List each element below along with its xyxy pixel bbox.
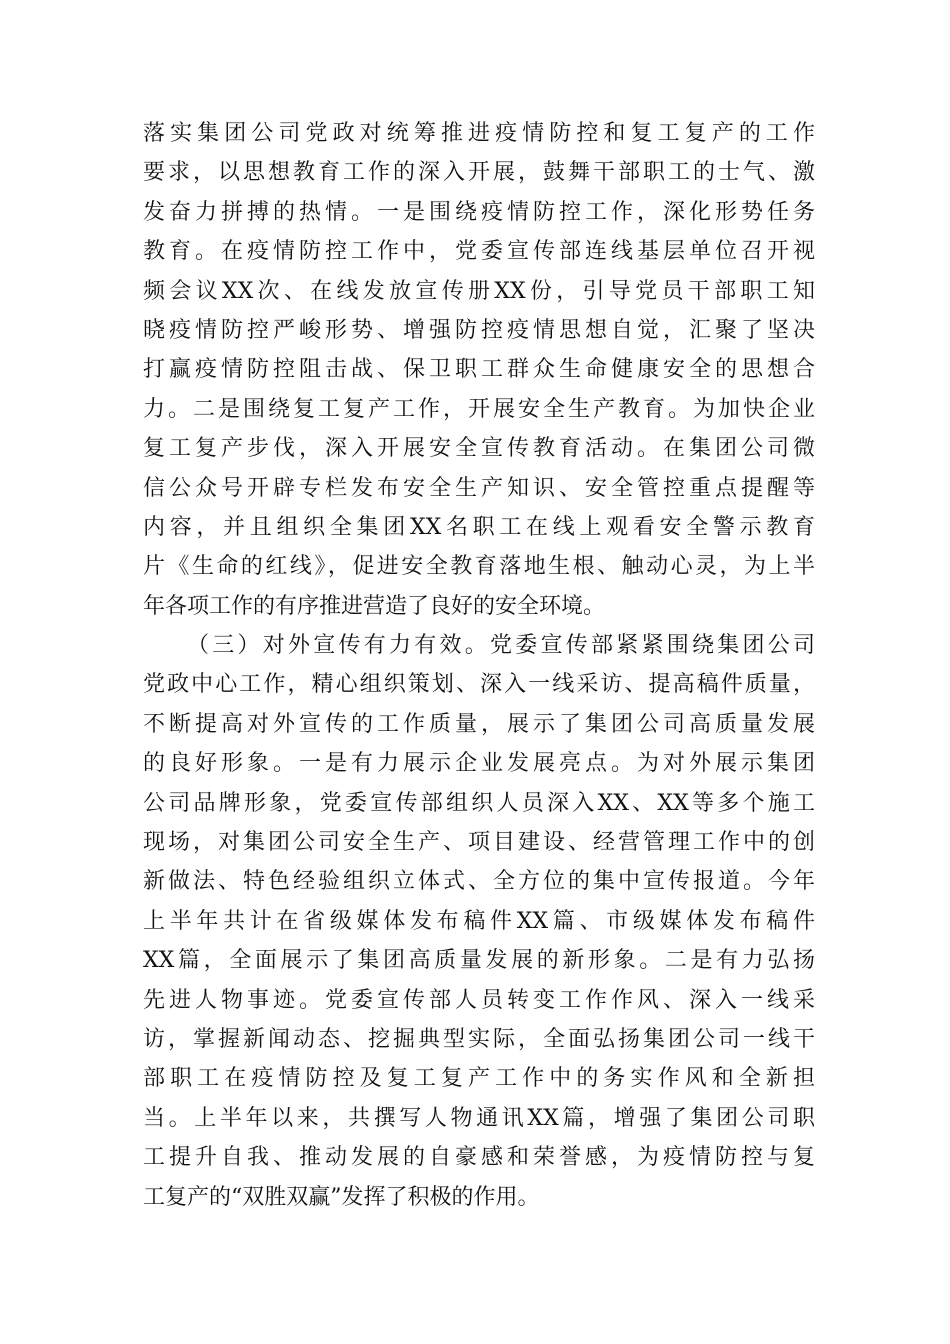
text-line: 的良好形象。一是有力展示企业发展亮点。为对外展示集团 bbox=[143, 751, 815, 777]
text-line: 党政中心工作，精心组织策划、深入一线采访、提高稿件质量， bbox=[143, 672, 815, 698]
text-line: 信公众号开辟专栏发布安全生产知识、安全管控重点提醒等 bbox=[143, 475, 815, 501]
text-line: 部职工在疫情防控及复工复产工作中的务实作风和全新担 bbox=[143, 1066, 815, 1092]
text-line: 内容，并且组织全集团XX名职工在线上观看安全警示教育 bbox=[143, 514, 815, 540]
text-line: 片《生命的红线》，促进安全教育落地生根、触动心灵，为上半 bbox=[143, 554, 815, 580]
text-line: 工提升自我、推动发展的自豪感和荣誉感，为疫情防控与复 bbox=[143, 1145, 815, 1171]
text-line: 力。二是围绕复工复产工作，开展安全生产教育。为加快企业 bbox=[143, 396, 815, 422]
text-line: （三）对外宣传有力有效。党委宣传部紧紧围绕集团公司 bbox=[187, 633, 815, 659]
text-line: 不断提高对外宣传的工作质量，展示了集团公司高质量发展 bbox=[143, 711, 815, 737]
text-line: 公司品牌形象，党委宣传部组织人员深入XX、XX等多个施工 bbox=[143, 790, 815, 816]
text-line: XX篇，全面展示了集团高质量发展的新形象。二是有力弘扬 bbox=[143, 948, 815, 974]
text-line: 工复产的“双胜双赢”发挥了积极的作用。 bbox=[143, 1184, 540, 1210]
text-line: 要求，以思想教育工作的深入开展，鼓舞干部职工的士气、激 bbox=[143, 160, 815, 186]
text-line: 频会议XX次、在线发放宣传册XX份，引导党员干部职工知 bbox=[143, 278, 815, 304]
paragraph bbox=[143, 114, 815, 626]
text-line: 发奋力拼搏的热情。一是围绕疫情防控工作，深化形势任务 bbox=[143, 199, 815, 225]
text-line: 年各项工作的有序推进营造了良好的安全环境。 bbox=[143, 593, 606, 619]
text-line: 上半年共计在省级媒体发布稿件XX篇、市级媒体发布稿件 bbox=[143, 908, 815, 934]
document-body bbox=[143, 114, 815, 1217]
text-line: 教育。在疫情防控工作中，党委宣传部连线基层单位召开视 bbox=[143, 239, 815, 265]
text-line: 打赢疫情防控阻击战、保卫职工群众生命健康安全的思想合 bbox=[143, 357, 815, 383]
text-line: 先进人物事迹。党委宣传部人员转变工作作风、深入一线采 bbox=[143, 987, 815, 1013]
text-line: 晓疫情防控严峻形势、增强防控疫情思想自觉，汇聚了坚决 bbox=[143, 317, 815, 343]
text-line: 当。上半年以来，共撰写人物通讯XX篇，增强了集团公司职 bbox=[143, 1105, 815, 1131]
text-line: 复工复产步伐，深入开展安全宣传教育活动。在集团公司微 bbox=[143, 436, 815, 462]
text-line: 现场，对集团公司安全生产、项目建设、经营管理工作中的创 bbox=[143, 830, 815, 856]
text-line: 落实集团公司党政对统筹推进疫情防控和复工复产的工作 bbox=[143, 121, 815, 146]
text-line: 新做法、特色经验组织立体式、全方位的集中宣传报道。今年 bbox=[143, 869, 815, 895]
text-line: 访，掌握新闻动态、挖掘典型实际，全面弘扬集团公司一线干 bbox=[143, 1026, 815, 1052]
paragraph bbox=[143, 626, 815, 1217]
